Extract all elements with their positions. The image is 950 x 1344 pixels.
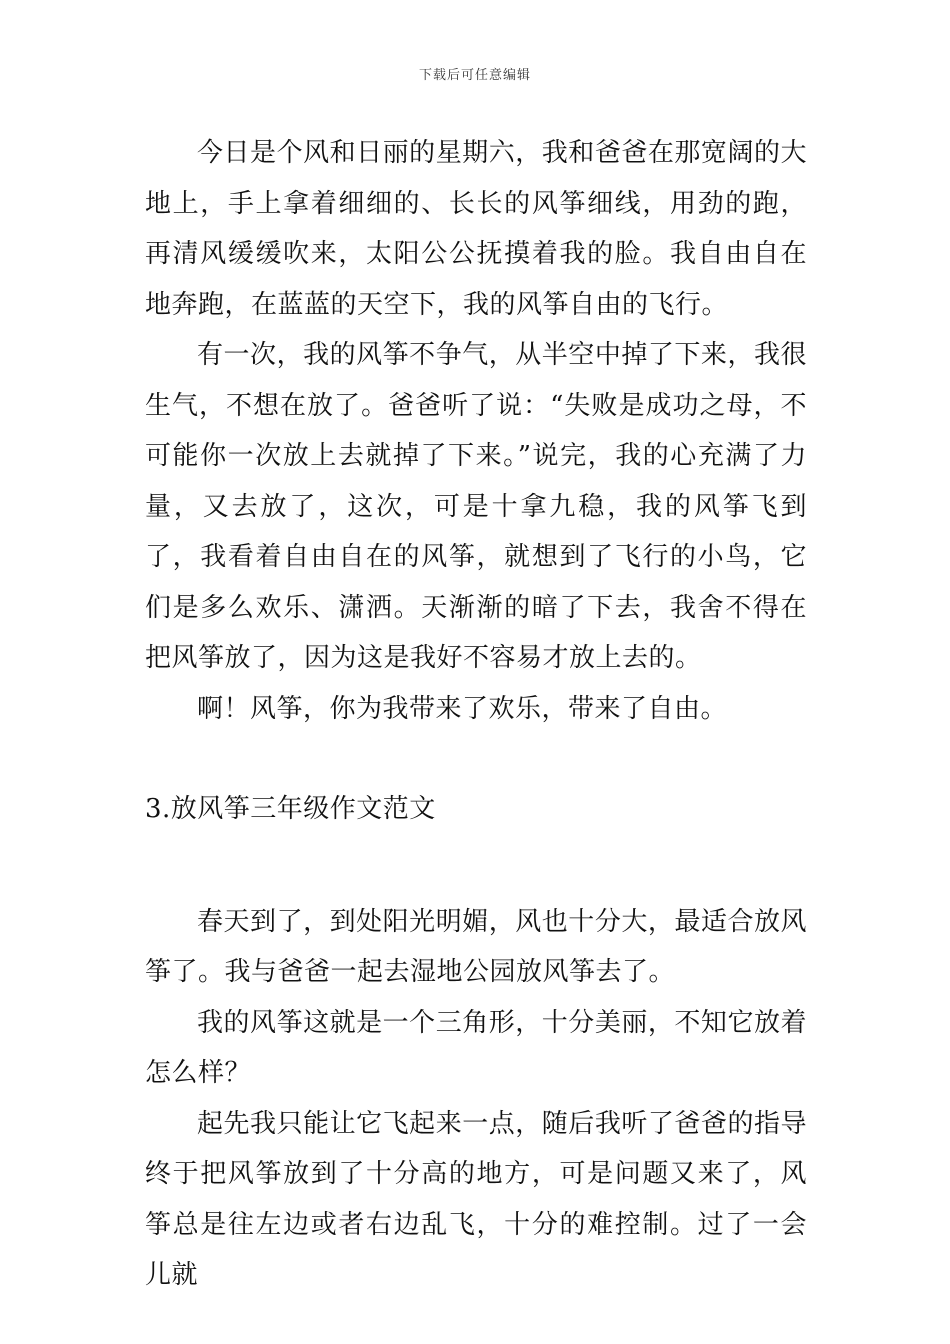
page-header: 下载后可任意编辑	[418, 68, 531, 83]
paragraph: 我的风筝这就是一个三角形，十分美丽，不知它放着怎么样？	[145, 1007, 807, 1088]
spacer	[145, 734, 807, 784]
spacer	[145, 835, 807, 897]
paragraph: 春天到了，到处阳光明媚，风也十分大，最适合放风筝了。我与爸爸一起去湿地公园放风筝去了。	[145, 906, 807, 987]
section-title: 3.放风筝三年级作文范文	[145, 794, 436, 824]
paragraph: 有一次，我的风筝不争气，从半空中掉了下来，我很生气，不想在放了。爸爸听了说：“失败是成功之母，不可能你一次放上去就掉了下来。”说完，我的心充满了力量，又去放了，这次，可是十拿九稳，我的风筝飞到了，我看着自由自在的风筝，就想到了飞行的小鸟，它们是多么欢乐、潇洒。天渐渐的暗了下去，我舍不得在把风筝放了，因为这是我好不容易才放上去的。	[145, 340, 807, 673]
paragraph: 啊！风筝，你为我带来了欢乐，带来了自由。	[197, 693, 728, 724]
document-body	[145, 128, 807, 1301]
paragraph: 今日是个风和日丽的星期六，我和爸爸在那宽阔的大地上，手上拿着细细的、长长的风筝细线，用劲的跑，再清风缓缓吹来，太阳公公抚摸着我的脸。我自由自在地奔跑，在蓝蓝的天空下，我的风筝自由的飞行。	[145, 138, 807, 320]
paragraph: 起先我只能让它飞起来一点，随后我听了爸爸的指导终于把风筝放到了十分高的地方，可是问题又来了，风筝总是往左边或者右边乱飞，十分的难控制。过了一会儿就	[145, 1108, 807, 1290]
